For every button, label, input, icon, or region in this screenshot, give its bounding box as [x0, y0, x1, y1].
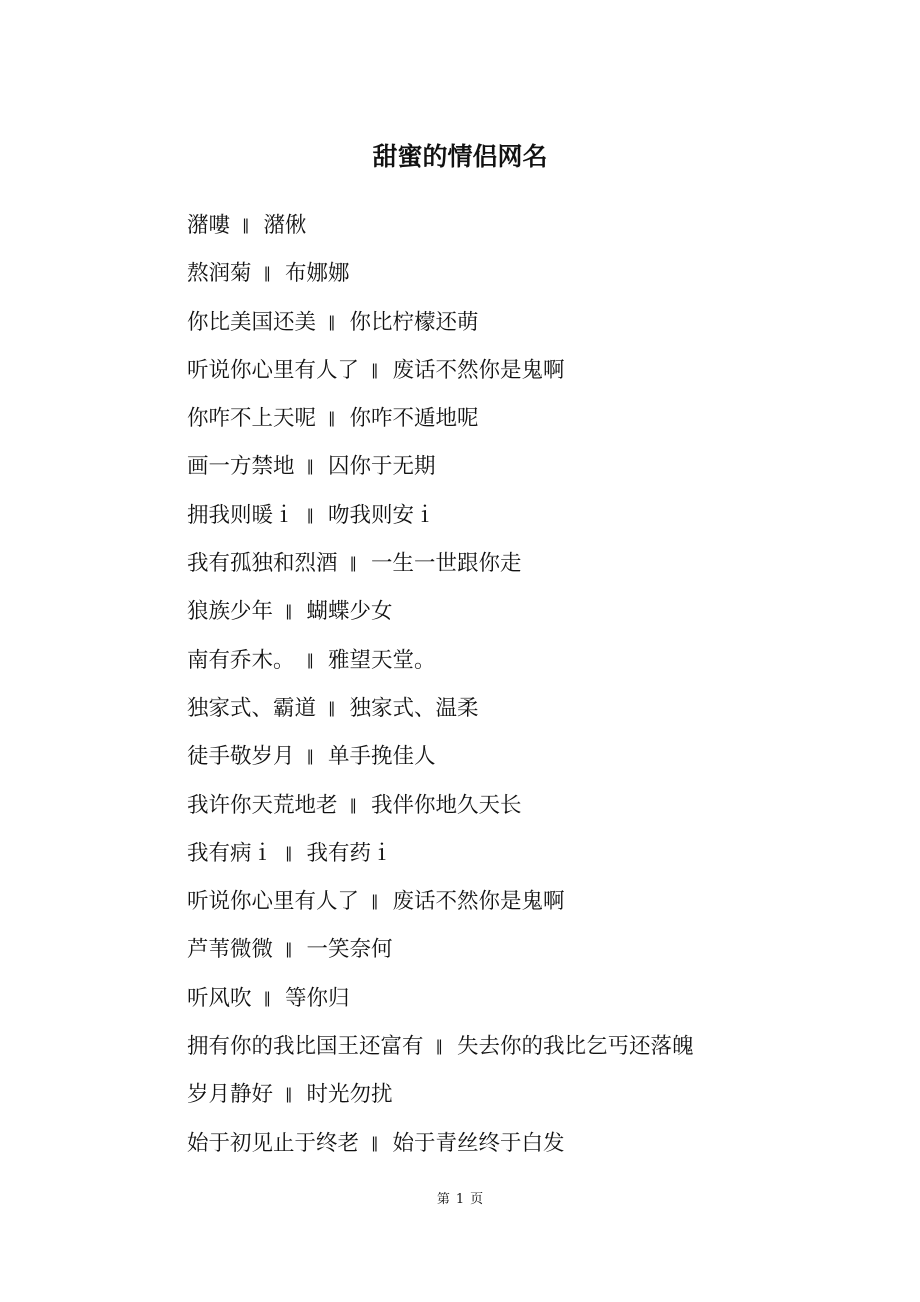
right-name: 一笑奈何: [306, 937, 393, 963]
list-item: [187, 302, 887, 350]
left-name: 始于初见止于终老: [187, 1130, 360, 1156]
right-name: 失去你的我比乞丐还落魄: [457, 1034, 694, 1060]
list-item: [187, 591, 887, 639]
separator: ‖: [371, 360, 379, 379]
right-name: 独家式、温柔: [349, 695, 479, 721]
right-name: 囚你于无期: [328, 454, 436, 480]
right-name: 潴偢: [263, 213, 307, 238]
separator: ‖: [349, 554, 358, 573]
list-item: [187, 398, 887, 446]
right-name: 单手挽佳人: [328, 744, 436, 770]
right-name: 吻我则安ｉ: [328, 502, 436, 528]
separator: ‖: [285, 940, 293, 959]
right-name: 蝴蝶少女: [306, 599, 393, 625]
left-name: 我有孤独和烈酒: [187, 551, 338, 577]
left-name: 听说你心里有人了: [187, 889, 360, 915]
page-label-prefix: 第: [436, 1192, 450, 1207]
separator: ‖: [349, 795, 358, 814]
separator: ‖: [242, 216, 250, 234]
separator: ‖: [306, 747, 315, 766]
list-item: [187, 978, 887, 1026]
left-name: 狼族少年: [187, 599, 274, 625]
right-name: 你咋不遁地呢: [349, 406, 479, 432]
list-item: [187, 1123, 887, 1171]
left-name: 听风吹: [187, 985, 252, 1011]
list-item: [187, 446, 887, 494]
right-name: 时光勿扰: [306, 1082, 393, 1108]
right-name: 我有药ｉ: [306, 840, 393, 866]
right-name: 始于青丝终于白发: [392, 1130, 565, 1156]
list-item: [187, 495, 887, 543]
separator: ‖: [285, 843, 293, 862]
document-title: 甜蜜的情侣网名: [372, 142, 548, 171]
left-name: 徒手敬岁月: [187, 744, 295, 770]
left-name: 南有乔木。: [187, 647, 295, 673]
separator: ‖: [285, 602, 293, 621]
separator: ‖: [371, 1133, 379, 1152]
separator: ‖: [263, 264, 272, 283]
left-name: 岁月静好: [187, 1082, 274, 1108]
right-name: 你比柠檬还萌: [349, 309, 479, 335]
page-footer: [0, 1190, 920, 1210]
right-name: 我伴你地久天长: [371, 792, 522, 818]
left-name: 你咋不上天呢: [187, 406, 317, 432]
left-name: 听说你心里有人了: [187, 357, 360, 383]
right-name: 一生一世跟你走: [371, 551, 522, 577]
list-item: [187, 350, 887, 398]
separator: ‖: [285, 1085, 293, 1104]
list-item: [187, 688, 887, 736]
separator: ‖: [328, 409, 336, 428]
list-item: [187, 1026, 887, 1074]
list-item: [187, 640, 887, 688]
separator: ‖: [306, 457, 315, 476]
separator: ‖: [328, 312, 336, 331]
left-name: 潴嘍: [187, 213, 231, 238]
separator: ‖: [306, 505, 315, 524]
list-item: [187, 1074, 887, 1122]
list-item: [187, 736, 887, 784]
left-name: 你比美国还美: [187, 309, 317, 335]
left-name: 拥我则暖ｉ: [187, 502, 295, 528]
right-name: 雅望天堂。: [328, 647, 436, 673]
separator: ‖: [263, 988, 272, 1007]
separator: ‖: [328, 698, 336, 717]
page-label-suffix: 页: [470, 1192, 484, 1207]
separator: ‖: [306, 650, 315, 669]
list-item: [187, 833, 887, 881]
left-name: 我有病ｉ: [187, 840, 274, 866]
right-name: 废话不然你是鬼啊: [392, 357, 565, 383]
list-item: [187, 205, 887, 253]
right-name: 等你归: [285, 985, 350, 1011]
couple-names-list: [187, 205, 887, 1171]
separator: ‖: [371, 892, 379, 911]
list-item: [187, 253, 887, 301]
right-name: 废话不然你是鬼啊: [392, 889, 565, 915]
left-name: 画一方禁地: [187, 454, 295, 480]
list-item: [187, 785, 887, 833]
left-name: 我许你天荒地老: [187, 792, 338, 818]
list-item: [187, 543, 887, 591]
separator: ‖: [435, 1037, 444, 1056]
left-name: 独家式、霸道: [187, 695, 317, 721]
right-name: 布娜娜: [285, 261, 350, 287]
left-name: 熬润菊: [187, 261, 252, 287]
page-number: 1: [455, 1192, 465, 1207]
list-item: [187, 929, 887, 977]
list-item: [187, 881, 887, 929]
left-name: 芦苇微微: [187, 937, 274, 963]
left-name: 拥有你的我比国王还富有: [187, 1034, 424, 1060]
